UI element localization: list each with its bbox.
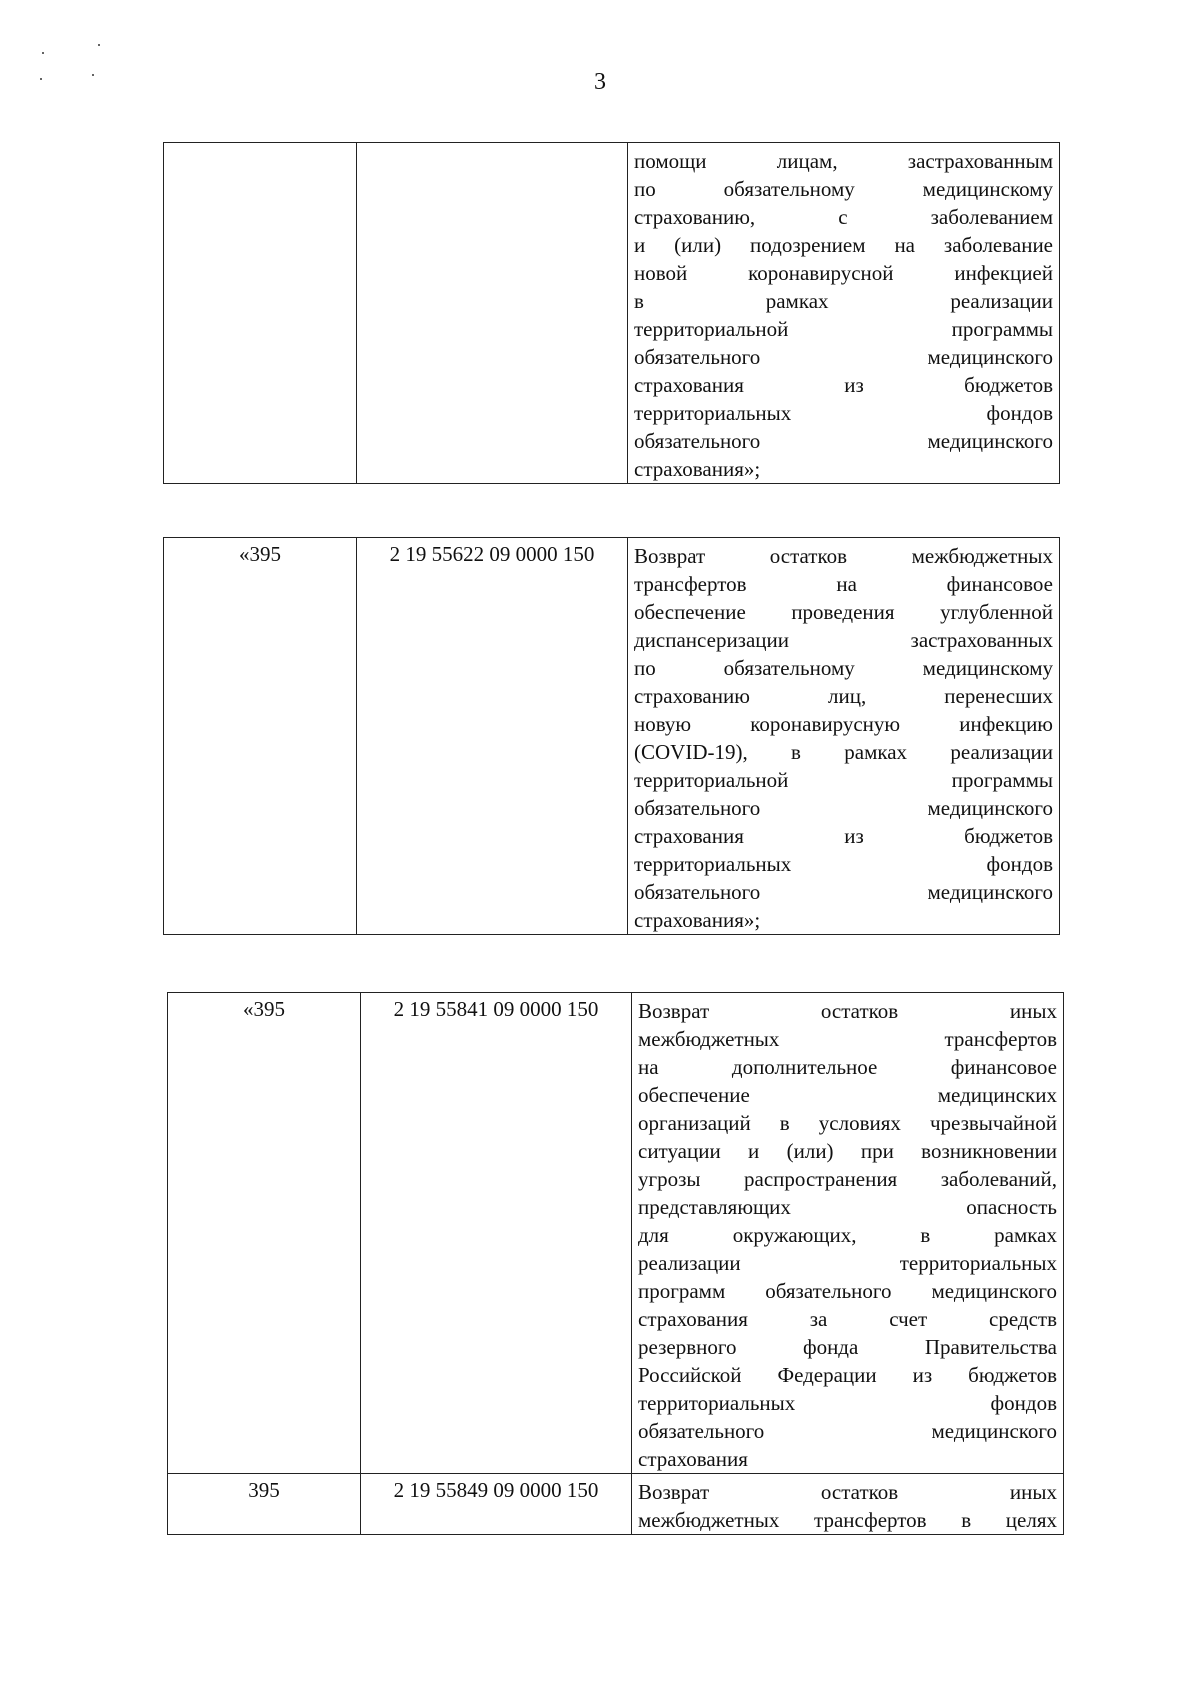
description-line: Российской Федерации из бюджетов — [638, 1363, 1057, 1387]
table-row — [164, 538, 1060, 935]
description-line: обязательного медицинского — [634, 429, 1053, 453]
description-line: обязательного медицинского — [638, 1419, 1057, 1443]
description-line: в рамках реализации — [634, 289, 1053, 313]
description-line: страхованию лиц, перенесших — [634, 684, 1053, 708]
description-line: территориальных фондов — [638, 1391, 1057, 1415]
description-line: Возврат остатков межбюджетных — [634, 544, 1053, 568]
admin-code-cell — [164, 143, 357, 484]
admin-code-cell: «395 — [168, 993, 361, 1474]
budget-table-item-55622 — [163, 537, 1060, 935]
description-line: межбюджетных трансфертов — [638, 1027, 1057, 1051]
description-line: страхования»; — [634, 908, 761, 932]
description-line: страхования за счет средств — [638, 1307, 1057, 1331]
description-line: угрозы распространения заболеваний, — [638, 1167, 1057, 1191]
budget-table-continuation — [163, 142, 1060, 484]
description-line: диспансеризации застрахованных — [634, 628, 1053, 652]
kbk-code-cell: 2 19 55849 09 0000 150 — [361, 1474, 632, 1535]
description-line: территориальной программы — [634, 768, 1053, 792]
description-line: страхования»; — [634, 457, 761, 481]
description-line: по обязательному медицинскому — [634, 656, 1053, 680]
description-line: трансфертов на финансовое — [634, 572, 1053, 596]
table-row — [168, 993, 1064, 1474]
description-line: Возврат остатков иных — [638, 1480, 1057, 1504]
description-line: страхования — [638, 1447, 748, 1471]
description-cell — [628, 143, 1060, 484]
admin-code-cell: «395 — [164, 538, 357, 935]
description-line: реализации территориальных — [638, 1251, 1057, 1275]
scan-speck — [42, 52, 44, 54]
table-row — [164, 143, 1060, 484]
description-line: представляющих опасность — [638, 1195, 1057, 1219]
description-cell — [632, 993, 1064, 1474]
description-cell — [628, 538, 1060, 935]
description-line: по обязательному медицинскому — [634, 177, 1053, 201]
scan-speck — [98, 44, 100, 46]
description-line: страхованию, с заболеванием — [634, 205, 1053, 229]
admin-code-cell: 395 — [168, 1474, 361, 1535]
description-line: новую коронавирусную инфекцию — [634, 712, 1053, 736]
description-line: Возврат остатков иных — [638, 999, 1057, 1023]
description-line: обеспечение проведения углубленной — [634, 600, 1053, 624]
description-line: обязательного медицинского — [634, 796, 1053, 820]
description-line: на дополнительное финансовое — [638, 1055, 1057, 1079]
description-line: обязательного медицинского — [634, 345, 1053, 369]
kbk-code-cell: 2 19 55841 09 0000 150 — [361, 993, 632, 1474]
description-line: территориальной программы — [634, 317, 1053, 341]
description-line: организаций в условиях чрезвычайной — [638, 1111, 1057, 1135]
description-line: для окружающих, в рамках — [638, 1223, 1057, 1247]
description-line: территориальных фондов — [634, 401, 1053, 425]
description-line: обязательного медицинского — [634, 880, 1053, 904]
page-number: 3 — [594, 69, 606, 95]
budget-table-items-55841-55849 — [167, 992, 1064, 1535]
description-line: новой коронавирусной инфекцией — [634, 261, 1053, 285]
description-line: межбюджетных трансфертов в целях — [638, 1508, 1057, 1532]
description-line: программ обязательного медицинского — [638, 1279, 1057, 1303]
description-line: территориальных фондов — [634, 852, 1053, 876]
description-line: и (или) подозрением на заболевание — [634, 233, 1053, 257]
table-row — [168, 1474, 1064, 1535]
kbk-code-cell: 2 19 55622 09 0000 150 — [357, 538, 628, 935]
description-line: (COVID-19), в рамках реализации — [634, 740, 1053, 764]
description-line: обеспечение медицинских — [638, 1083, 1057, 1107]
description-line: помощи лицам, застрахованным — [634, 149, 1053, 173]
description-line: ситуации и (или) при возникновении — [638, 1139, 1057, 1163]
description-line: резервного фонда Правительства — [638, 1335, 1057, 1359]
description-line: страхования из бюджетов — [634, 373, 1053, 397]
description-cell — [632, 1474, 1064, 1535]
kbk-code-cell — [357, 143, 628, 484]
description-line: страхования из бюджетов — [634, 824, 1053, 848]
